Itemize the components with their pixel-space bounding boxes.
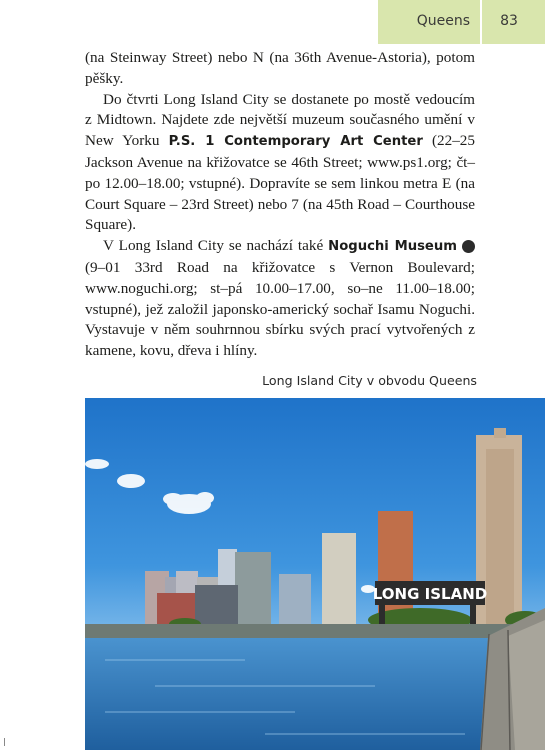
margin-mark [4,738,5,746]
venue-name-ps1: P.S. 1 Contemporary Art Center [168,134,423,150]
venue-name-noguchi: Noguchi Museum [328,239,458,255]
shoreline [85,624,545,638]
paragraph-text: V Long Island City se nachází také [103,237,329,255]
paragraph-noguchi [85,236,491,362]
header-divider [480,0,482,44]
paragraph-text: (22–25 Jackson Avenue na křižovatce se 46th Street; www.ps1.org; čt–po 12.00–18.00; vstupné). Dopravíte se sem linkou metra E (na Court Square – 23rd Street) nebo 7 (na 45th Road – Courthouse Square). [85,132,475,234]
svg-text:LONG ISLAND: LONG ISLAND [372,585,488,603]
long-island-city-photo [85,398,545,750]
paragraph-continued: (na Steinway Street) nebo N (na 36th Avenue-Astoria), potom pěšky. [85,49,475,87]
page-number: 83 [500,13,518,29]
paragraph-ps1 [85,90,475,237]
running-header-section: Queens [416,13,470,29]
paragraph-text: Do čtvrti Long Island City se dostanete po mostě vedoucím z Midtown. Najdete zde největší muzeum současného umění v New Yorku [85,90,475,150]
map-marker-badge: 38 [462,240,475,253]
paragraph-text: (9–01 33rd Road na křižovatce s Vernon Boulevard; www.noguchi.org; st–pá 10.00–17.00, so–ne 11.00–18.00; vstupné), jež založil japonsko-americký sochař Isamu Noguchi. Vystavuje v něm souhrnnou sbírku svých prací vytvořených z kamene, kovu, dřeva i hlíny. [85,258,475,360]
water [85,638,545,750]
body-text [85,48,491,362]
photo-caption: Long Island City v obvodu Queens [262,373,477,388]
